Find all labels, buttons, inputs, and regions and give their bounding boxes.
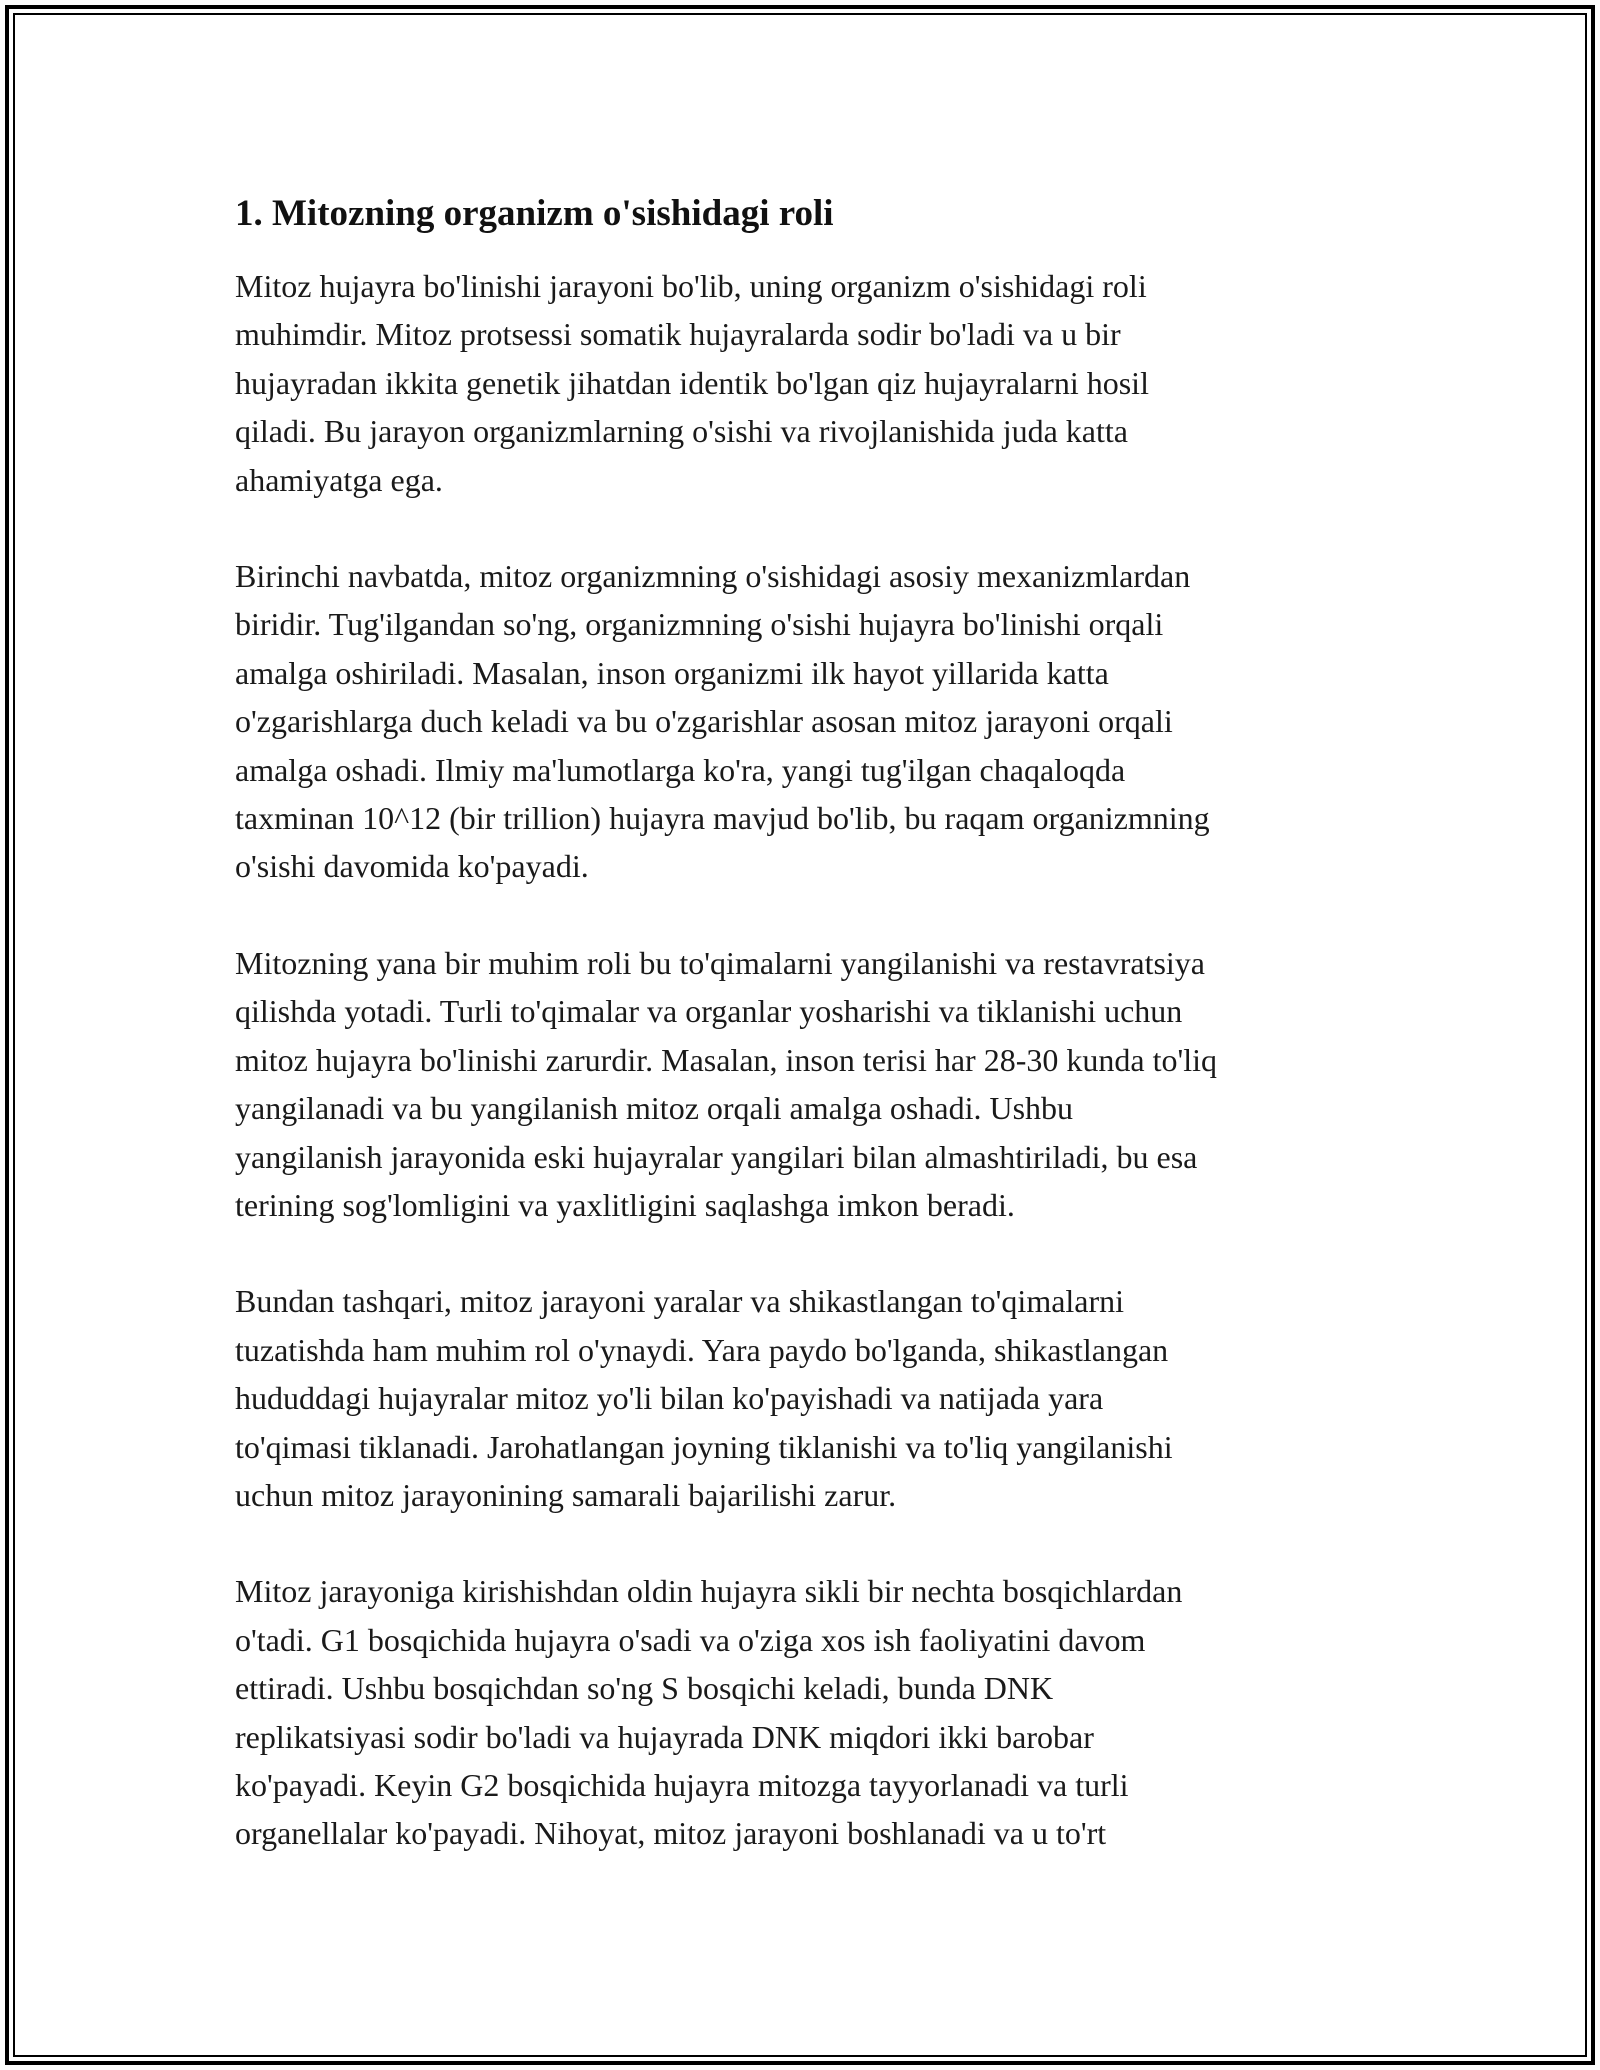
document-body	[235, 186, 1375, 1858]
paragraph-2: Birinchi navbatda, mitoz organizmning o'sishidagi asosiy mexanizmlardan biridir. Tug'ilgandan so'ng, organizmning o'sishi hujayra bo'linishi orqali amalga oshiriladi. Masalan, inson organizmi ilk hayot yillarida katta o'zgarishlarga duch keladi va bu o'zgarishlar asosan mitoz jarayoni orqali amalga oshadi. Ilmiy ma'lumotlarga ko'ra, yangi tug'ilgan chaqaloqda taxminan 10^12 (bir trillion) hujayra mavjud bo'lib, bu raqam organizmning o'sishi davomida ko'payadi.	[235, 558, 1210, 885]
paragraph-5: Mitoz jarayoniga kirishishdan oldin hujayra sikli bir nechta bosqichlardan o'tadi. G1 bosqichida hujayra o'sadi va o'ziga xos ish faoliyatini davom ettiradi. Ushbu bosqichdan so'ng S bosqichi keladi, bunda DNK replikatsiyasi sodir bo'ladi va hujayrada DNK miqdori ikki barobar ko'payadi. Keyin G2 bosqichida hujayra mitozga tayyorlanadi va turli organellalar ko'payadi. Nihoyat, mitoz jarayoni boshlanadi va u to'rt	[235, 1573, 1183, 1852]
paragraph-3: Mitozning yana bir muhim roli bu to'qimalarni yangilanishi va restavratsiya qilishda yotadi. Turli to'qimalar va organlar yosharishi va tiklanishi uchun mitoz hujayra bo'linishi zarurdir. Masalan, inson terisi har 28-30 kunda to'liq yangilanadi va bu yangilanish mitoz orqali amalga oshadi. Ushbu yangilanish jarayonida eski hujayralar yangilari bilan almashtiriladi, bu esa terining sog'lomligini va yaxlitligini saqlashga imkon beradi.	[235, 944, 1217, 1223]
paragraph-1: Mitoz hujayra bo'linishi jarayoni bo'lib, uning organizm o'sishidagi roli muhimdir. Mitoz protsessi somatik hujayralarda sodir bo'ladi va u bir hujayradan ikkita genetik jihatdan identik bo'lgan qiz hujayralarni hosil qiladi. Bu jarayon organizmlarning o'sishi va rivojlanishida juda katta ahamiyatga ega.	[235, 268, 1149, 498]
section-heading: 1. Mitozning organizm o'sishidagi roli	[235, 193, 834, 234]
paragraph-4: Bundan tashqari, mitoz jarayoni yaralar va shikastlangan to'qimalarni tuzatishda ham muhim rol o'ynaydi. Yara paydo bo'lganda, shikastlangan hududdagi hujayralar mitoz yo'li bilan ko'payishadi va natijada yara to'qimasi tiklanadi. Jarohatlangan joyning tiklanishi va to'liq yangilanishi uchun mitoz jarayonining samarali bajarilishi zarur.	[235, 1283, 1173, 1513]
